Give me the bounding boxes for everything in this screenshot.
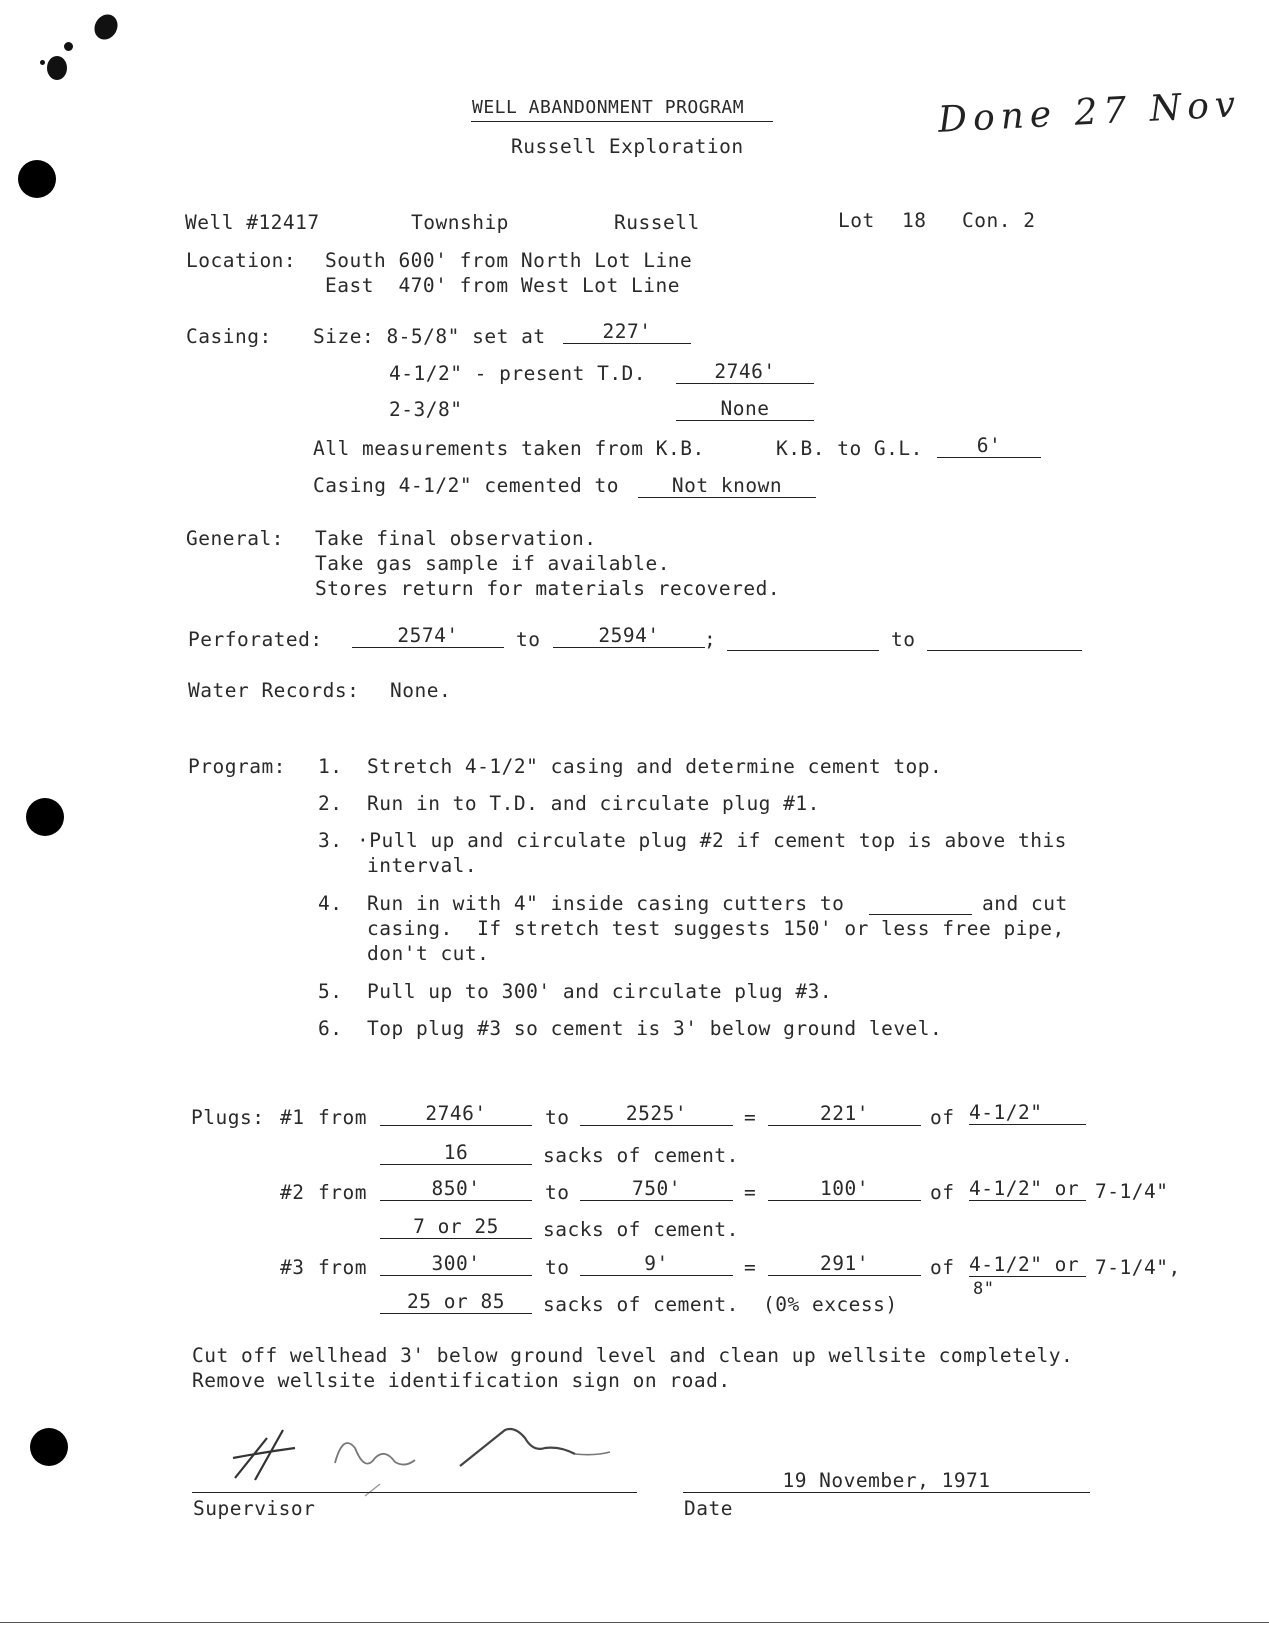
date-label: Date — [684, 1497, 733, 1520]
plug-casing-value: 4-1/2" — [969, 1101, 1086, 1125]
plug-length-value: 100' — [768, 1177, 921, 1201]
location-line-1: South 600' from North Lot Line — [325, 249, 693, 272]
closing-line-1: Cut off wellhead 3' below ground level and clean up wellsite completely. — [192, 1344, 1074, 1367]
plug-of-word: of — [930, 1181, 955, 1204]
plug-id: #2 — [280, 1181, 305, 1204]
plug-equals: = — [744, 1256, 757, 1279]
plug-from-word: from — [318, 1181, 367, 1204]
ink-blot — [64, 42, 73, 51]
general-item-2: Take gas sample if available. — [315, 552, 670, 575]
plug-to-value: 750' — [580, 1177, 733, 1201]
concession-label: Con. 2 — [962, 209, 1036, 232]
plug-length-value: 291' — [768, 1252, 921, 1276]
plug-from-value: 300' — [380, 1252, 532, 1276]
punch-hole — [18, 160, 56, 198]
document-title: WELL ABANDONMENT PROGRAM — [472, 97, 745, 118]
company-name: Russell Exploration — [511, 135, 744, 158]
closing-line-2: Remove wellsite identification sign on road. — [192, 1369, 731, 1392]
cemented-text: Casing 4-1/2" cemented to — [313, 474, 619, 497]
plug-sacks-text: sacks of cement. — [543, 1293, 739, 1316]
measurements-text: All measurements taken from K.B. — [313, 437, 705, 460]
punch-hole — [30, 1428, 68, 1466]
plug-casing-value: 4-1/2" or — [969, 1177, 1086, 1201]
perforated-from-1: 2574' — [352, 624, 504, 648]
plug-equals: = — [744, 1181, 757, 1204]
perforated-label: Perforated: — [188, 628, 323, 651]
program-step-number: 6. — [318, 1017, 343, 1040]
plug-sacks-value: 16 — [380, 1141, 532, 1165]
plug-sacks-value: 7 or 25 — [380, 1215, 532, 1239]
general-item-1: Take final observation. — [315, 527, 597, 550]
plug-from-value: 2746' — [380, 1102, 532, 1126]
title-underline — [471, 121, 773, 122]
plug-casing-value: 4-1/2" or — [969, 1253, 1086, 1277]
perforated-to-word-2: to — [891, 628, 916, 651]
plug-of-word: of — [930, 1256, 955, 1279]
plug-from-word: from — [318, 1106, 367, 1129]
handwritten-note: Done 27 Nov — [937, 84, 1243, 141]
location-line-2: East 470' from West Lot Line — [325, 274, 680, 297]
casing-3-value: None — [676, 397, 814, 421]
excess-note: (0% excess) — [763, 1293, 898, 1316]
plug-of-word: of — [930, 1106, 955, 1129]
casing-2-text: 4-1/2" - present T.D. — [389, 362, 647, 385]
general-item-3: Stores return for materials recovered. — [315, 577, 781, 600]
supervisor-signature-line — [192, 1492, 637, 1493]
perforated-separator: ; — [704, 628, 717, 651]
program-step-text: don't cut. — [367, 942, 490, 965]
program-step-number: 3. — [318, 829, 343, 852]
perforated-to-1: 2594' — [553, 624, 705, 648]
water-records-value: None. — [390, 679, 452, 702]
plug-id: #3 — [280, 1256, 305, 1279]
program-step-text: Pull up to 300' and circulate plug #3. — [367, 980, 833, 1003]
lot-label: Lot — [838, 209, 875, 232]
plug-casing-extra: 7-1/4" — [1095, 1180, 1169, 1203]
lot-value: 18 — [902, 209, 927, 232]
casing-label: Casing: — [186, 325, 272, 348]
program-step-text: Stretch 4-1/2" casing and determine cement top. — [367, 755, 943, 778]
plug-equals: = — [744, 1106, 757, 1129]
casing-3-text: 2-3/8" — [389, 398, 463, 421]
kb-to-gl-value: 6' — [937, 434, 1041, 458]
township-value: Russell — [614, 211, 700, 234]
date-value: 19 November, 1971 — [683, 1469, 1090, 1493]
perforated-to-word: to — [516, 628, 541, 651]
plug-from-value: 850' — [380, 1177, 532, 1201]
plug-sacks-text: sacks of cement. — [543, 1218, 739, 1241]
casing-2-value: 2746' — [676, 360, 814, 384]
program-step-text: Top plug #3 so cement is 3' below ground level. — [367, 1017, 943, 1040]
perforated-to-2 — [927, 627, 1082, 651]
plug-sacks-text: sacks of cement. — [543, 1144, 739, 1167]
plugs-label: Plugs: — [191, 1106, 265, 1129]
plug-id: #1 — [280, 1106, 305, 1129]
program-step-number: 5. — [318, 980, 343, 1003]
plug-to-word: to — [545, 1181, 570, 1204]
program-label: Program: — [188, 755, 286, 778]
ink-blot — [90, 10, 122, 44]
plug-to-value: 2525' — [580, 1102, 733, 1126]
water-records-label: Water Records: — [188, 679, 360, 702]
township-label: Township — [411, 211, 509, 234]
cut-depth-blank — [869, 914, 972, 915]
plug-casing-below: 8" — [973, 1279, 995, 1299]
well-number: Well #12417 — [185, 211, 320, 234]
supervisor-label: Supervisor — [193, 1497, 316, 1520]
supervisor-signature — [215, 1418, 635, 1498]
plug-to-word: to — [545, 1106, 570, 1129]
casing-size-value: 227' — [563, 320, 691, 344]
program-step-text: and cut — [982, 892, 1068, 915]
program-step-number: 4. — [318, 892, 343, 915]
general-label: General: — [186, 527, 284, 550]
program-step-text: casing. If stretch test suggests 150' or less free pipe, — [367, 917, 1065, 940]
casing-size-text: Size: 8-5/8" set at — [313, 325, 546, 348]
ink-blot — [47, 56, 67, 80]
program-step-number: 1. — [318, 755, 343, 778]
plug-sacks-value: 25 or 85 — [380, 1290, 532, 1314]
perforated-from-2 — [727, 627, 879, 651]
plug-from-word: from — [318, 1256, 367, 1279]
program-step-text: interval. — [367, 854, 478, 877]
ink-blot — [40, 60, 45, 65]
punch-hole — [26, 798, 64, 836]
plug-to-word: to — [545, 1256, 570, 1279]
plug-casing-extra: 7-1/4", — [1095, 1256, 1181, 1279]
plug-to-value: 9' — [580, 1252, 733, 1276]
program-step-number: 2. — [318, 792, 343, 815]
cemented-value: Not known — [638, 474, 816, 498]
program-step-text: Run in to T.D. and circulate plug #1. — [367, 792, 820, 815]
program-step-text: Run in with 4" inside casing cutters to — [367, 892, 845, 915]
kb-to-gl-text: K.B. to G.L. — [776, 437, 923, 460]
location-label: Location: — [186, 249, 297, 272]
program-step-text: ·Pull up and circulate plug #2 if cement top is above this — [357, 829, 1067, 852]
page-edge-line — [0, 1622, 1269, 1623]
plug-length-value: 221' — [768, 1102, 921, 1126]
